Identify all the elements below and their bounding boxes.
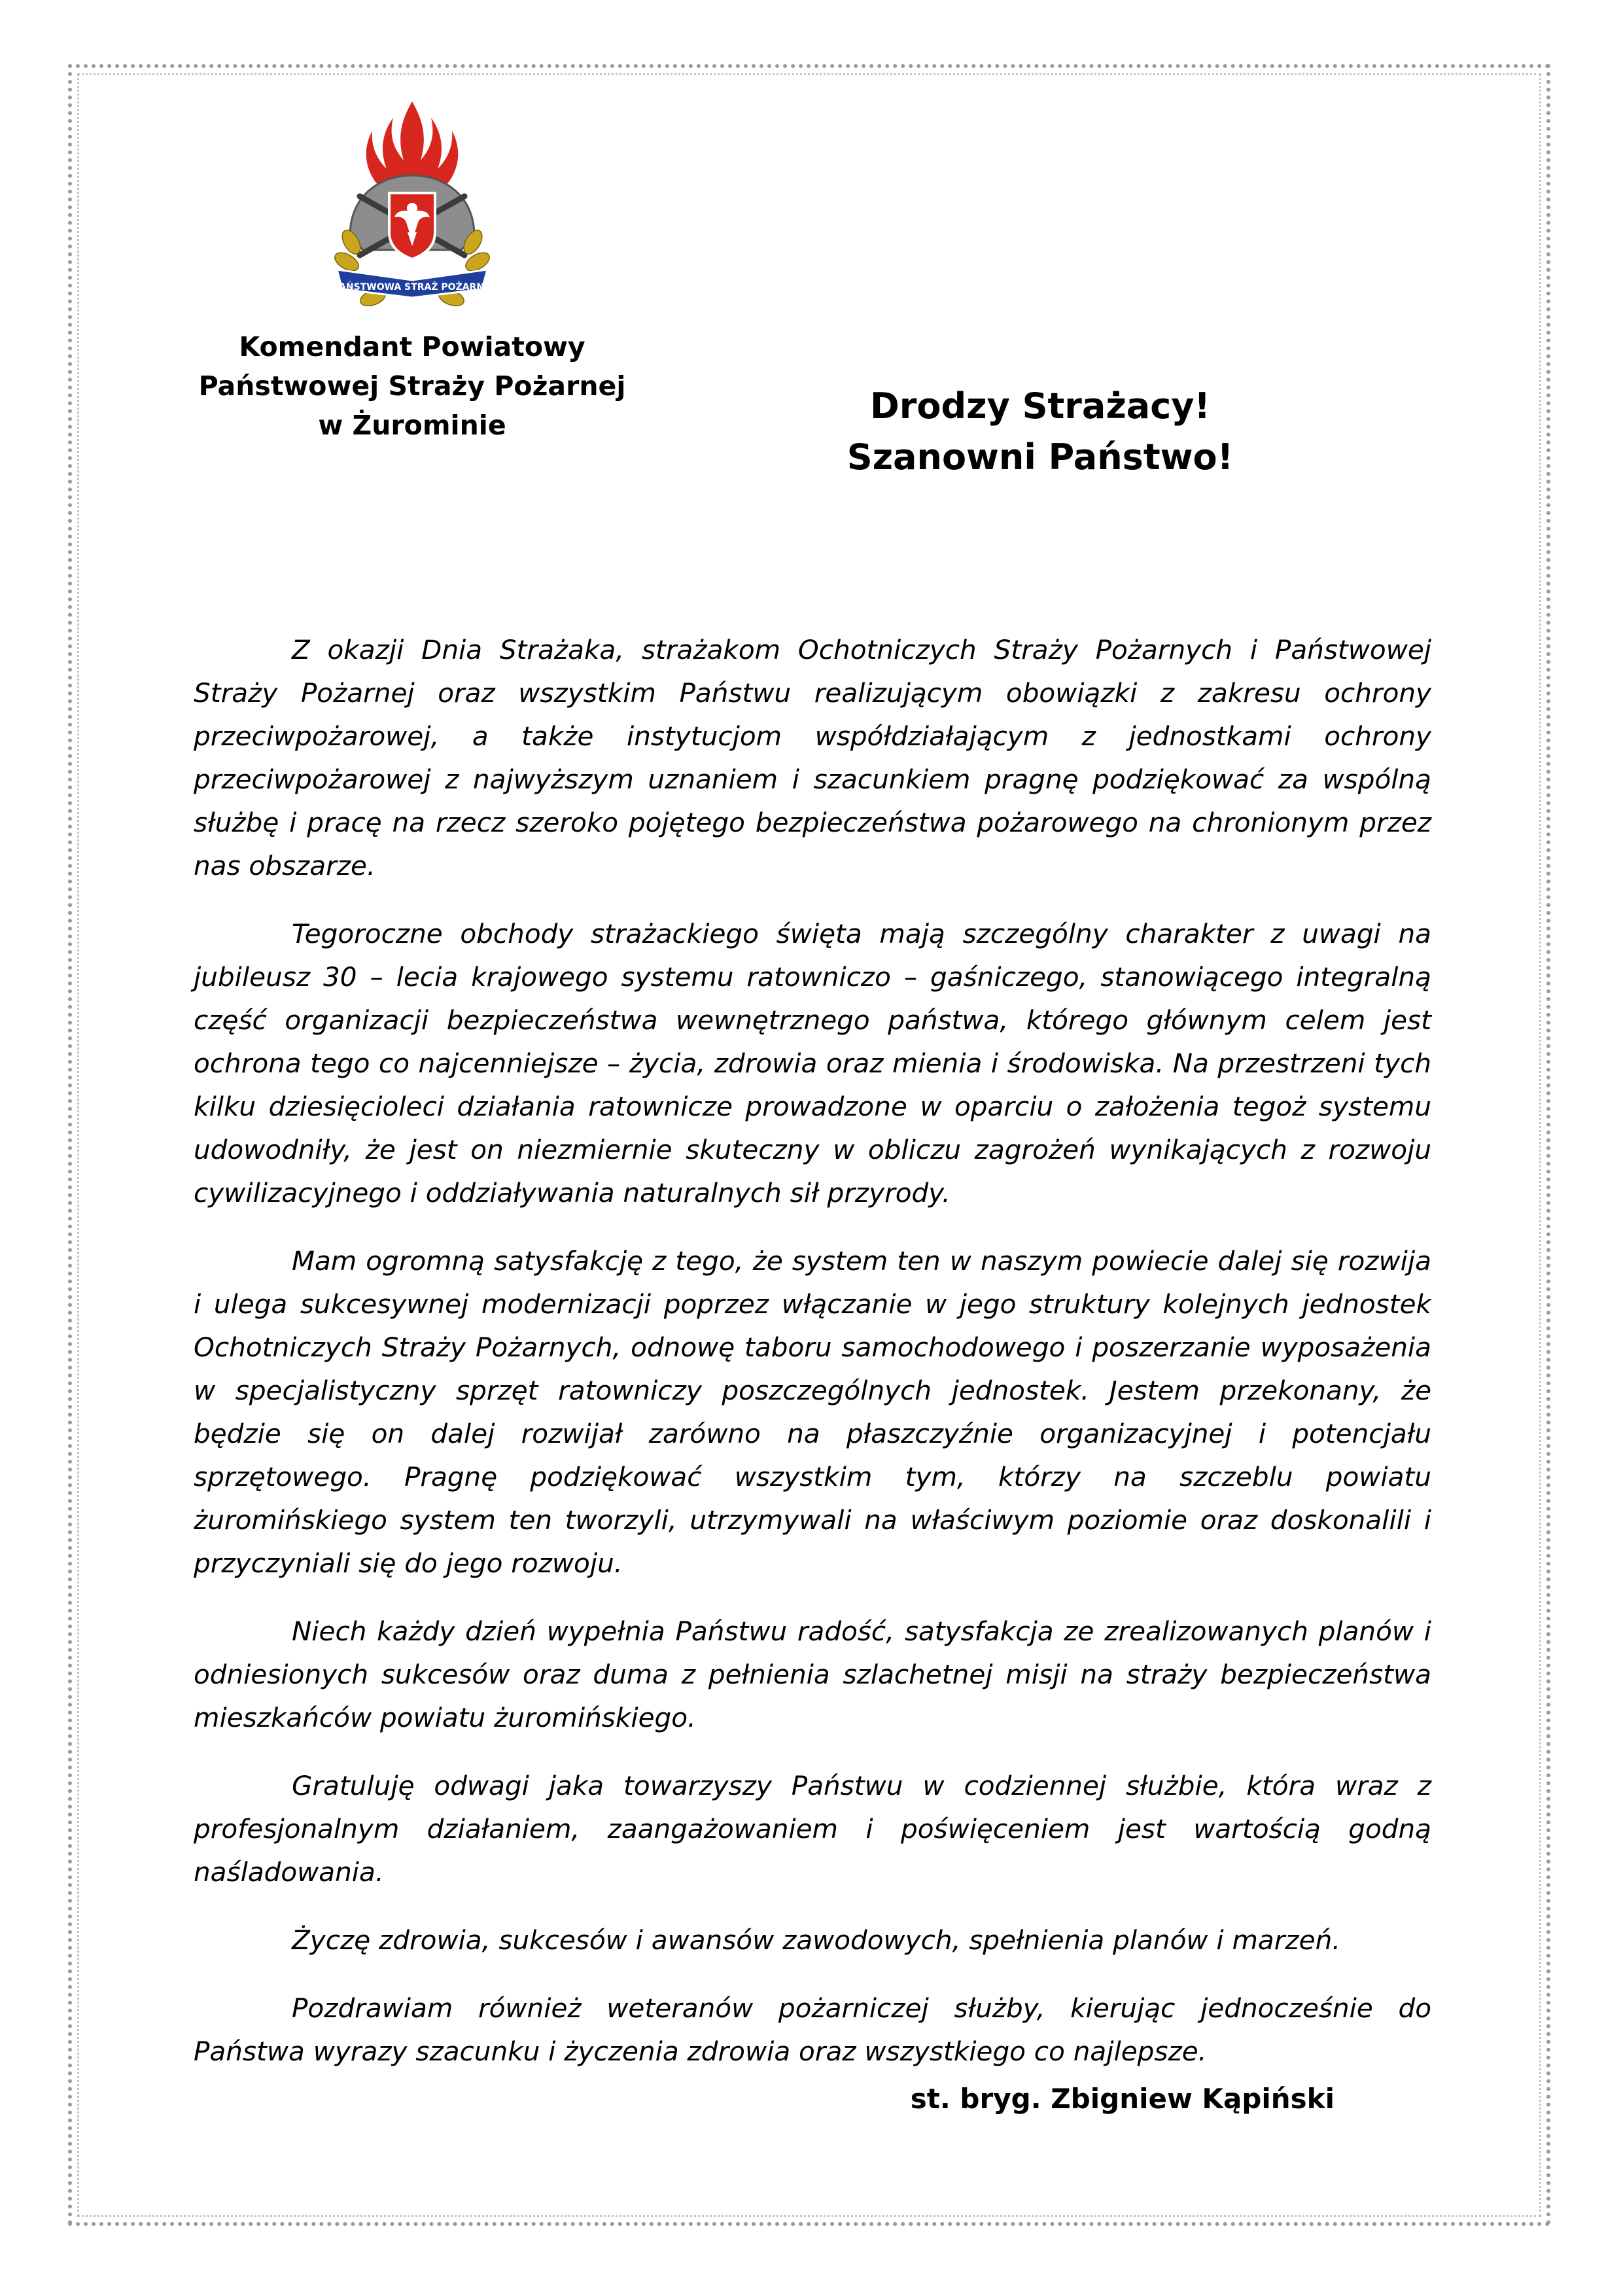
greeting-line-2: Szanowni Państwo! (846, 436, 1234, 478)
paragraph: Życzę zdrowia, sukcesów i awansów zawodowych, spełnienia planów i marzeń. (292, 1924, 1341, 1956)
paragraph: Tegoroczne obchody strażackiego święta mają szczególny charakter z uwagi na jubileusz 30 – lecia krajowego systemu ratowniczo – gaśniczego, stanowiącego integralną część organizacji bezpieczeństwa wewnętrznego państwa, którego głównym celem jest ochrona tego co najcenniejsze – życia, zdrowia oraz mienia i środowiska. Na przestrzeni tych kilku dziesięcioleci działania ratownicze prowadzone w oparciu o założenia tegoż systemu udowodniły, że jest on niezmiernie skuteczny w obliczu zagrożeń wynikających z rozwoju cywilizacyjnego i oddziaływania naturalnych sił przyrody. (194, 918, 1431, 1209)
issuer-block (183, 327, 641, 445)
issuer-line-1: Komendant Powiatowy (239, 331, 585, 362)
greeting-line-1: Drodzy Strażacy! (869, 385, 1211, 427)
paragraph: Gratuluję odwagi jaka towarzyszy Państwu w codziennej służbie, która wraz z profesjonalnym działaniem, zaangażowaniem i poświęceniem jest wartością godną naśladowania. (194, 1770, 1431, 1888)
paragraph: Pozdrawiam również weteranów pożarniczej służby, kierując jednocześnie do Państwa wyrazy szacunku i życzenia zdrowia oraz wszystkiego co najlepsze. (194, 1992, 1431, 2067)
issuer-line-3: w Żurominie (318, 410, 506, 441)
letter-body (194, 628, 1431, 2098)
paragraph: Niech każdy dzień wypełnia Państwu radość, satysfakcja ze zrealizowanych planów i odniesionych sukcesów oraz duma z pełnienia szlachetnej misji na straży bezpieczeństwa mieszkańców powiatu żuromińskiego. (194, 1616, 1431, 1733)
greeting-block (785, 381, 1295, 483)
issuer-line-2: Państwowej Straży Pożarnej (198, 370, 626, 402)
flame-icon (366, 101, 459, 185)
paragraph: Z okazji Dnia Strażaka, strażakom Ochotniczych Straży Pożarnych i Państwowej Straży Pożarnej oraz wszystkim Państwu realizującym obowiązki z zakresu ochrony przeciwpożarowej, a także instytucjom współdziałającym z jednostkami ochrony przeciwpożarowej z najwyższym uznaniem i szacunkiem pragnę podziękować za wspólną służbę i pracę na rzecz szeroko pojętego bezpieczeństwa pożarowego na chronionym przez nas obszarze. (194, 634, 1431, 881)
paragraph: Mam ogromną satysfakcję z tego, że system ten w naszym powiecie dalej się rozwija i ulega sukcesywnej modernizacji poprzez włączanie w jego struktury kolejnych jednostek Ochotniczych Straży Pożarnych, odnowę taboru samochodowego i poszerzanie wyposażenia w specjalistyczny sprzęt ratowniczy poszczególnych jednostek. Jestem przekonany, że będzie się on dalej rozwijał zarówno na płaszczyźnie organizacyjnej i potencjału sprzętowego. Pragnę podziękować wszystkim tym, którzy na szczeblu powiatu żuromińskiego system ten tworzyli, utrzymywali na właściwym poziomie oraz doskonalili i przyczyniali się do jego rozwoju. (194, 1245, 1431, 1579)
signature: st. bryg. Zbigniew Kąpiński (910, 2083, 1335, 2115)
psp-emblem-logo (324, 98, 500, 324)
ribbon-text: PAŃSTWOWA STRAŻ POŻARNA (333, 282, 491, 292)
